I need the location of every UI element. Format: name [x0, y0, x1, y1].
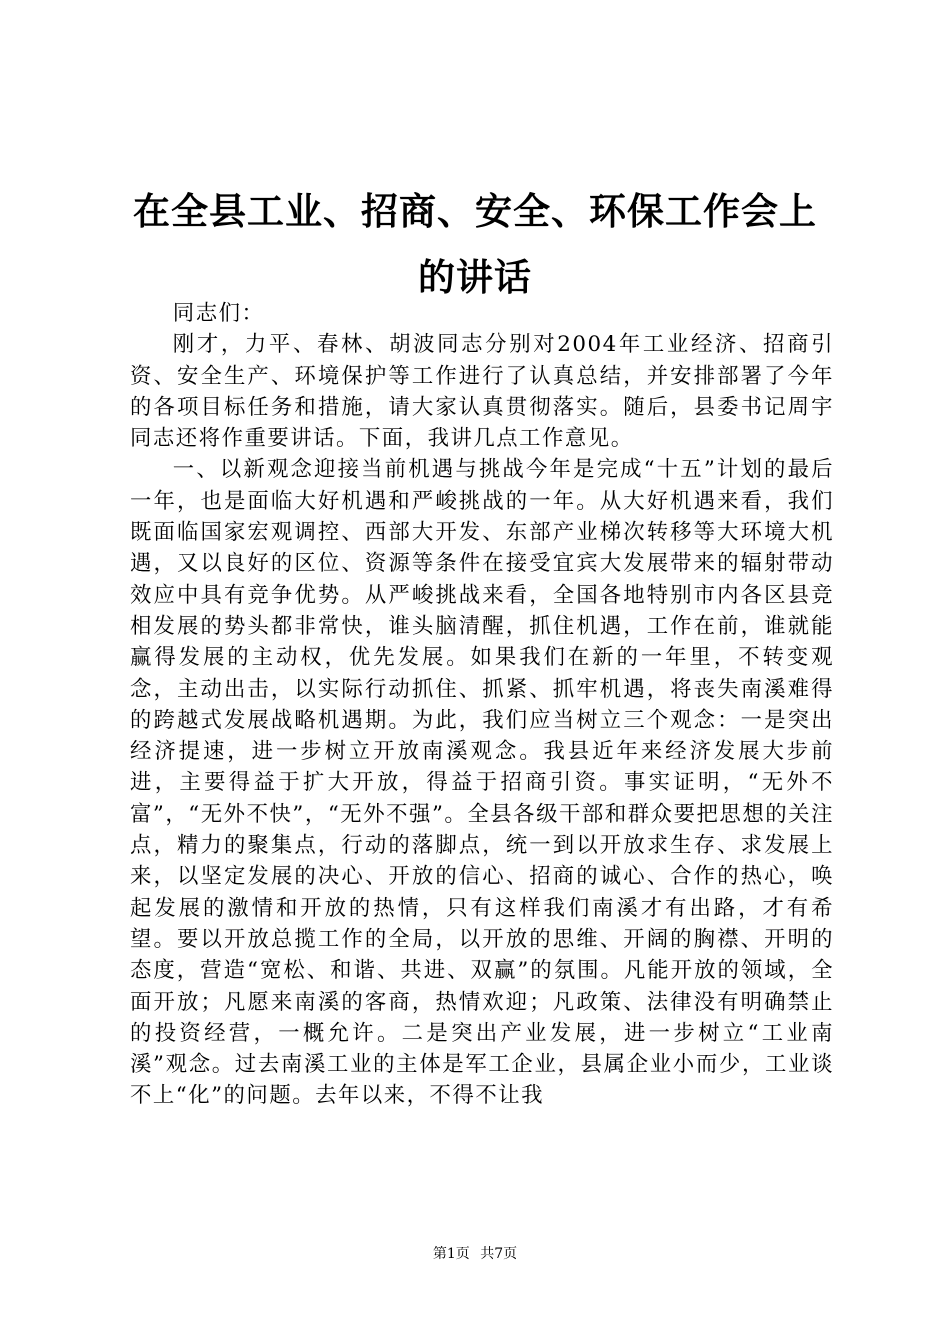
page-footer: [0, 1244, 950, 1264]
page-total: 共7页: [480, 1246, 518, 1262]
salutation-paragraph: 同志们：: [172, 301, 265, 326]
section-one-paragraph: 一、以新观念迎接当前机遇与挑战今年是完成“十五”计划的最后一年，也是面临大好机遇和严峻挑战的一年。从大好机遇来看，我们既面临国家宏观调控、西部大开发、东部产业梯次转移等大环境大机遇，又以良好的区位、资源等条件在接受宜宾大发展带来的辐射带动效应中具有竞争优势。从严峻挑战来看，全国各地特别市内各区县竞相发展的势头都非常快，谁头脑清醒，抓住机遇，工作在前，谁就能赢得发展的主动权，优先发展。如果我们在新的一年里，不转变观念，主动出击，以实际行动抓住、抓紧、抓牢机遇，将丧失南溪难得的跨越式发展战略机遇期。为此，我们应当树立三个观念：一是突出经济提速，进一步树立开放南溪观念。我县近年来经济发展大步前进，主要得益于扩大开放，得益于招商引资。事实证明，“无外不富”，“无外不快”，“无外不强”。全县各级干部和群众要把思想的关注点，精力的聚集点，行动的落脚点，统一到以开放求生存、求发展上来，以坚定发展的决心、开放的信心、招商的诚心、合作的热心，唤起发展的激情和开放的热情，只有这样我们南溪才有出路，才有希望。要以开放总揽工作的全局，以开放的思维、开阔的胸襟、开明的态度，营造“宽松、和谐、共进、双赢”的氛围。凡能开放的领域，全面开放；凡愿来南溪的客商，热情欢迎；凡政策、法律没有明确禁止的投资经营，一概允许。二是突出产业发展，进一步树立“工业南溪”观念。过去南溪工业的主体是军工企业，县属企业小而少，工业谈不上“化”的问题。去年以来，不得不让我: [130, 457, 834, 1109]
document-title: 在全县工业、招商、安全、环保工作会上的讲话: [133, 189, 817, 299]
document-body: [130, 298, 834, 1112]
intro-paragraph: 刚才，力平、春林、胡波同志分别对2004年工业经济、招商引资、安全生产、环境保护等工作进行了认真总结，并安排部署了今年的各项目标任务和措施，请大家认真贯彻落实。随后，县委书记周宇同志还将作重要讲话。下面，我讲几点工作意见。: [130, 332, 834, 452]
page-number: 第1页: [432, 1246, 470, 1262]
